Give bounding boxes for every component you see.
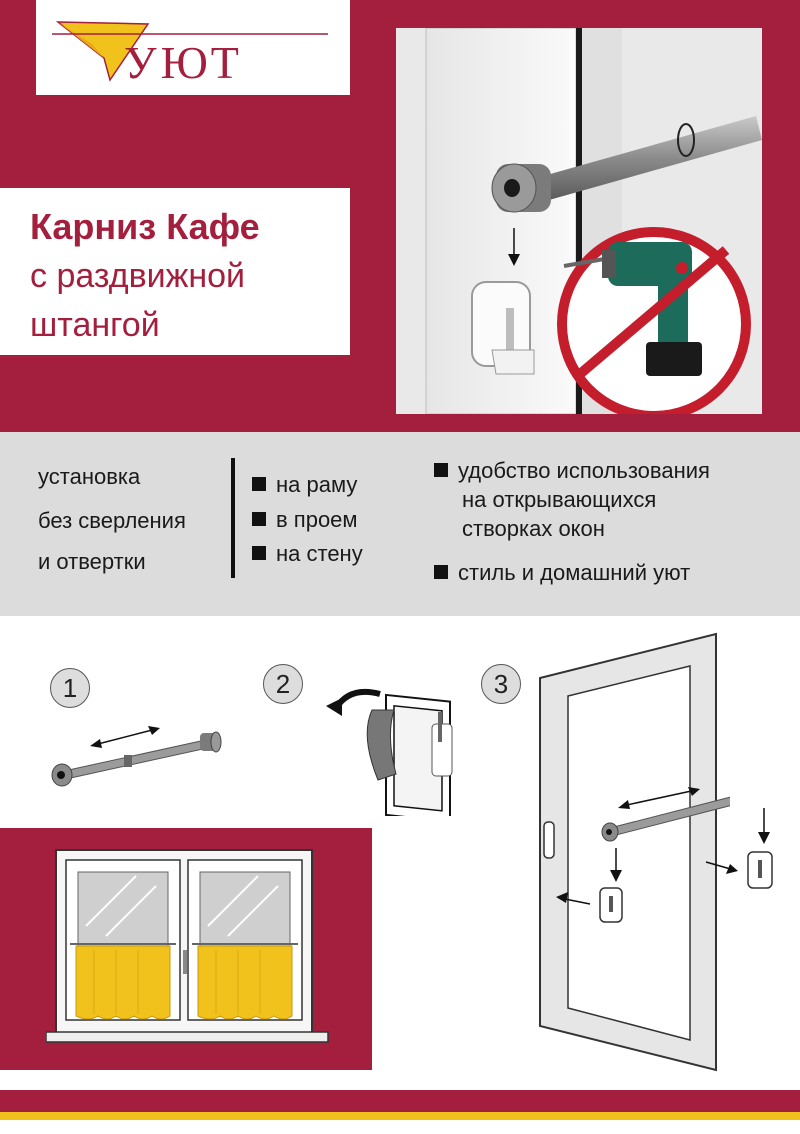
step-2-badge: 2 xyxy=(263,664,303,704)
feature-install-line3: и отвертки xyxy=(38,549,146,574)
step-3-hook-right xyxy=(700,806,780,896)
product-subtitle-line1: с раздвижной xyxy=(30,257,246,295)
mount-option-frame: на раму xyxy=(252,472,357,498)
window-frame-icon xyxy=(520,630,730,1075)
adhesive-hook-icon xyxy=(472,282,534,374)
features-divider xyxy=(231,458,235,578)
double-arrow-icon xyxy=(90,726,160,748)
step-1-rod-illustration xyxy=(44,715,234,795)
product-title: Карниз Кафе xyxy=(30,206,260,247)
bullet-icon xyxy=(252,512,266,526)
feature-install-line1: установка xyxy=(38,464,141,489)
bullet-icon xyxy=(252,477,266,491)
bullet-icon xyxy=(252,546,266,560)
logo-wordmark: УЮТ xyxy=(124,37,243,88)
benefit-style: стиль и домашний уют xyxy=(434,560,690,586)
footer-band xyxy=(0,1090,800,1112)
footer-stripe xyxy=(0,1112,800,1120)
benefit-line2: на открывающихся xyxy=(462,487,657,512)
step-2-hook-illustration xyxy=(320,676,480,816)
step-3-badge: 3 xyxy=(481,664,521,704)
benefit-line1: удобство использования xyxy=(434,458,710,484)
mount-option-wall: на стену xyxy=(252,541,363,567)
cafe-curtain-icon xyxy=(46,846,332,1046)
adhesive-hook-icon xyxy=(600,888,622,922)
step-1-badge: 1 xyxy=(50,668,90,708)
photo-illustration xyxy=(396,28,762,414)
no-drill-sign-icon xyxy=(562,232,746,414)
product-subtitle-line2: штангой xyxy=(30,306,160,344)
adhesive-hook-icon xyxy=(748,852,772,888)
feature-install-line2: без сверления xyxy=(38,508,186,533)
bullet-icon xyxy=(434,565,448,579)
down-arrow-icon xyxy=(758,808,770,844)
mount-option-opening: в проем xyxy=(252,507,358,533)
bullet-icon xyxy=(434,463,448,477)
product-photo xyxy=(396,28,762,414)
benefit-line3: створках окон xyxy=(462,516,605,541)
